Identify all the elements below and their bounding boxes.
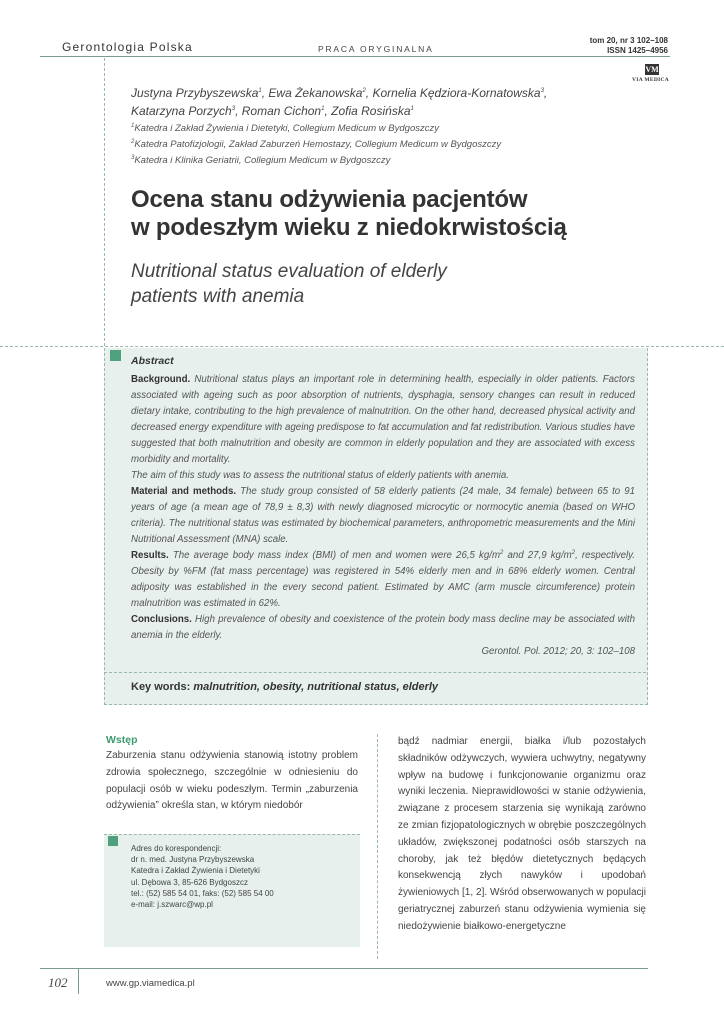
abstract-results: Results. The average body mass index (BMI) of men and women were 26,5 $kg/m^2$ and 27,9 $kg/m^2$, respectively. Obesity by %FM (fat mass percentage) was registered in 54% elderly men and in 68% elderly women. Central adiposity was established in the every second patient. Estimated by AMC (arm muscle circumference) protein malnutrition was estimated in 62%. (131, 549, 635, 609)
author-line-2: Katarzyna Porzych$^3$, Roman Cichon$^1$, Zofia Rosińska$^1$ (131, 104, 414, 118)
body-column-2: bądź nadmiar energii, białka i/lub pozostałych składników odżywczych, wywiera uchwytny, negatywny wpływ na budowę i funkcjonowanie organizmu oraz wyniki leczenia. Nieprawidłowości w stanie odżywienia, związane z procesem starzenia się wynikają zarówno ze zmian fizjopatologicznych w obrębie poszczególnych układów, zwiększonej podatności osób starszych na choroby, jak też błędów dietetycznych będących konsekwencją złych nawyków i upodobań żywieniowych [1, 2]. Wśród obserwowanych w populacji geriatrycznej zaburzeń stanu odżywienia wymienia się niedożywienie białkowo-energetyczne (398, 736, 646, 932)
abstract-conclusions: Conclusions. High prevalence of obesity and coexistence of the protein body mass decline may be associated with anemia in the elderly. (131, 614, 635, 641)
author: Justyna Przybyszewska (131, 86, 259, 100)
body-column-1: Zaburzenia stanu odżywienia stanowią istotny problem zdrowia społecznego, szczególnie w odniesieniu do populacji osób w wieku podeszłym. Termin „zaburzenia odżywienia” określa stan, w którym niedobór (106, 750, 358, 812)
footer-rule (40, 968, 648, 969)
abstract-methods: Material and methods. The study group consisted of 58 elderly patients (24 male, 34 female) between 65 to 91 years of age (a mean age of 78,9 ± 8,3) with newly diagnosed microcytic or normocytic anemia (based on WHO criteria). The nutritional status was estimated by biochemical parameters, anthropometric measurements and the Mini Nutritional Assessment (MNA) scale. (131, 486, 635, 545)
author-affil-ref: 3 (540, 88, 544, 94)
abstract-marker-icon (110, 350, 121, 361)
section-heading: Wstęp (106, 734, 138, 746)
article-type: PRACA ORYGINALNA (318, 44, 434, 54)
author-affil-ref: 1 (258, 88, 262, 94)
author: Ewa Żekanowska (268, 86, 363, 100)
header-rule (40, 56, 670, 57)
abstract-heading: Abstract (131, 355, 174, 367)
title-english: Nutritional status evaluation of elderly patients with anemia (131, 261, 447, 307)
author-affil-ref: 2 (362, 88, 366, 94)
volume-info (590, 36, 668, 56)
abstract-background: Background. Nutritional status plays an important role in determining health, especially in older patients. Factors associated with ageing such as poor absorption of nutrients, dysphagia, sensory changes can result in reduced dietary intake, contributing to the high prevalence of malnutrition. On the other hand, decreased physical activity and decreased energy expenditure with ageing predispose to fat accumulation and fat redistribution. Various studies have suggested that both malnutrition and obesity are common in elderly population and they are associated with excess morbidity and mortality. (131, 374, 635, 465)
volume-issue: tom 20, nr 3 102–108 (589, 36, 668, 45)
page-number: 102 (48, 975, 68, 990)
affiliation: $^2$Katedra Patofizjologii, Zakład Zaburzeń Hemostazy, Collegium Medicum w Bydgoszczy (131, 138, 502, 150)
publisher-logo-text: VIA MEDICA (632, 77, 670, 83)
author: Zofia Rosińska (331, 104, 411, 118)
title-polish: Ocena stanu odżywienia pacjentów w podeszłym wieku z niedokrwistością (131, 186, 567, 241)
correspondence-marker-icon (108, 836, 118, 846)
affiliation: $^3$Katedra i Klinika Geriatrii, Collegium Medicum w Bydgoszczy (131, 154, 391, 166)
correspondence-email[interactable]: e-mail: j.szwarc@wp.pl (131, 900, 213, 910)
author-affil-ref: 1 (410, 106, 414, 112)
issn: ISSN 1425–4956 (607, 46, 668, 55)
correspondence-text: Adres do korespondencji: dr n. med. Justyna Przybyszewska Katedra i Zakład Żywienia i Dietetyki ul. Dębowa 3, 85-626 Bydgoszcz tel.: (52) 585 54 01, faks: (52) 585 54 00 e-mail: j.szwarc@wp.pl (131, 844, 274, 910)
keywords-label: Key words: (131, 681, 191, 693)
author: Kornelia Kędziora-Kornatowska (372, 86, 541, 100)
author-affil-ref: 3 (231, 106, 236, 112)
author-line-1: Justyna Przybyszewska$^1$, Ewa Żekanowska$^2$, Kornelia Kędziora-Kornatowska$^3$, (131, 86, 548, 100)
author-affil-ref: 1 (321, 106, 325, 112)
keywords (131, 681, 438, 693)
vertical-guide (104, 58, 105, 346)
journal-url[interactable]: www.gp.viamedica.pl (106, 978, 195, 989)
footer-divider (78, 968, 79, 994)
horizontal-guide (0, 346, 724, 347)
column-divider (377, 734, 378, 959)
author: Roman Cichon (241, 104, 322, 118)
keywords-divider (104, 672, 646, 673)
author-list (131, 84, 651, 120)
publisher-logo: VM (645, 65, 659, 74)
author: Katarzyna Porzych (131, 104, 232, 118)
keywords-value: malnutrition, obesity, nutritional status, elderly (193, 681, 439, 693)
abstract-aim: The aim of this study was to assess the nutritional status of elderly patients with anemia. (131, 470, 509, 481)
affiliations (131, 121, 501, 169)
affiliation: $^1$Katedra i Zakład Żywienia i Dietetyki, Collegium Medicum w Bydgoszczy (131, 122, 439, 134)
abstract-body (131, 372, 635, 660)
journal-name: Gerontologia Polska (62, 40, 193, 54)
citation: Gerontol. Pol. 2012; 20, 3: 102–108 (481, 646, 635, 657)
